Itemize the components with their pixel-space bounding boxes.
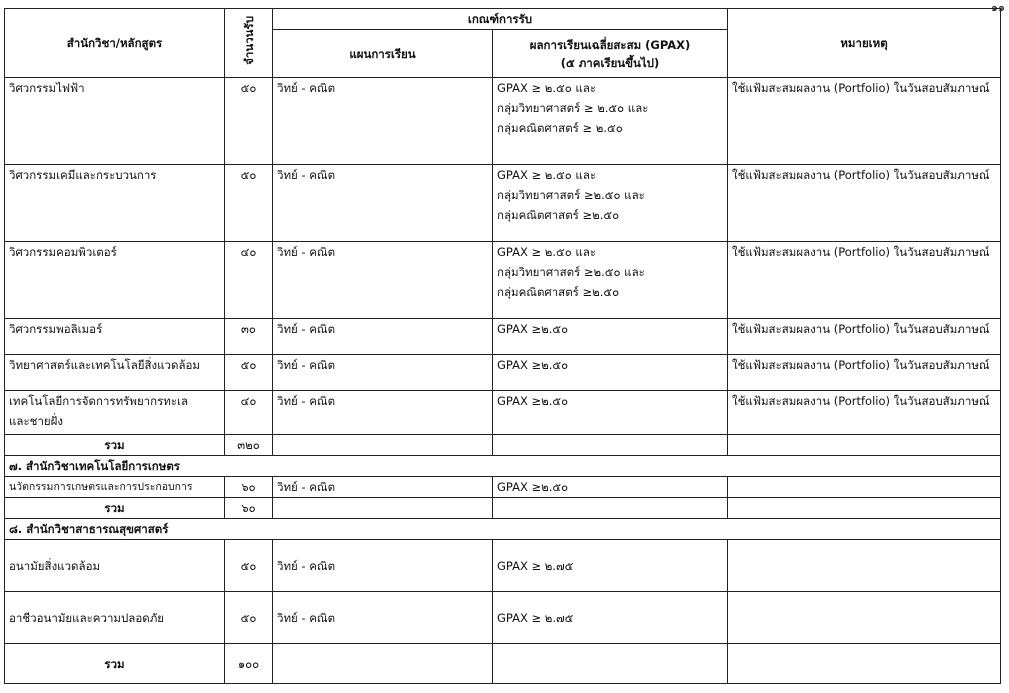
seats-cell: ๓๐	[225, 319, 273, 355]
admission-table	[4, 8, 1001, 684]
gpax-cell: GPAX ≥ ๒.๗๕	[493, 592, 728, 644]
table-row	[5, 242, 1001, 319]
empty-cell	[493, 644, 728, 684]
table-row	[5, 355, 1001, 391]
total-row	[5, 644, 1001, 684]
gpax-cell: GPAX ≥๒.๕๐	[493, 477, 728, 498]
total-label: รวม	[5, 498, 225, 519]
note-cell: ใช้แฟ้มสะสมผลงาน (Portfolio) ในวันสอบสัมภาษณ์	[728, 319, 1001, 355]
gpax-line: กลุ่มคณิตศาสตร์ ≥๒.๕๐	[497, 285, 620, 299]
program-cell: วิทยาศาสตร์และเทคโนโลยีสิ่งแวดล้อม	[5, 355, 225, 391]
total-row	[5, 498, 1001, 519]
gpax-line: GPAX ≥ ๒.๕๐ และ	[497, 81, 597, 95]
header-gpax-line2: (๕ ภาคเรียนขึ้นไป)	[560, 55, 660, 70]
seats-cell: ๕๐	[225, 165, 273, 242]
total-label: รวม	[5, 435, 225, 456]
plan-cell: วิทย์ - คณิต	[273, 592, 493, 644]
gpax-line: GPAX ≥ ๒.๕๐ และ	[497, 168, 597, 182]
note-cell	[728, 540, 1001, 592]
table-row	[5, 391, 1001, 435]
plan-cell: วิทย์ - คณิต	[273, 355, 493, 391]
seats-cell: ๕๐	[225, 78, 273, 165]
gpax-line: กลุ่มคณิตศาสตร์ ≥ ๒.๕๐	[497, 121, 623, 135]
empty-cell	[273, 435, 493, 456]
gpax-line: กลุ่มวิทยาศาสตร์ ≥๒.๕๐ และ	[497, 188, 645, 202]
total-seats: ๓๒๐	[225, 435, 273, 456]
gpax-line: GPAX ≥ ๒.๕๐ และ	[497, 245, 597, 259]
seats-cell: ๔๐	[225, 391, 273, 435]
header-seats	[225, 9, 273, 78]
table-row	[5, 78, 1001, 165]
program-cell: วิศวกรรมคอมพิวเตอร์	[5, 242, 225, 319]
empty-cell	[728, 644, 1001, 684]
seats-cell: ๕๐	[225, 355, 273, 391]
gpax-cell	[493, 165, 728, 242]
gpax-cell: GPAX ≥ ๒.๗๕	[493, 540, 728, 592]
table-row	[5, 540, 1001, 592]
program-cell: วิศวกรรมพอลิเมอร์	[5, 319, 225, 355]
table-row	[5, 592, 1001, 644]
note-cell	[728, 592, 1001, 644]
program-cell: นวัตกรรมการเกษตรและการประกอบการ	[5, 477, 225, 498]
empty-cell	[273, 498, 493, 519]
seats-cell: ๕๐	[225, 592, 273, 644]
program-cell: วิศวกรรมไฟฟ้า	[5, 78, 225, 165]
table-row	[5, 165, 1001, 242]
section-row	[5, 456, 1001, 477]
header-gpax-line1: ผลการเรียนเฉลี่ยสะสม (GPAX)	[529, 37, 691, 52]
note-cell: ใช้แฟ้มสะสมผลงาน (Portfolio) ในวันสอบสัมภาษณ์	[728, 165, 1001, 242]
plan-cell: วิทย์ - คณิต	[273, 165, 493, 242]
header-note: หมายเหตุ	[728, 9, 1001, 78]
program-cell	[5, 391, 225, 435]
empty-cell	[493, 435, 728, 456]
note-cell	[728, 477, 1001, 498]
gpax-line: กลุ่มคณิตศาสตร์ ≥๒.๕๐	[497, 208, 620, 222]
header-plan: แผนการเรียน	[273, 30, 493, 78]
plan-cell: วิทย์ - คณิต	[273, 477, 493, 498]
section-title: ๗. สำนักวิชาเทคโนโลยีการเกษตร	[5, 456, 1001, 477]
total-label: รวม	[5, 644, 225, 684]
header-program: สำนักวิชา/หลักสูตร	[5, 9, 225, 78]
gpax-cell	[493, 242, 728, 319]
program-line: เทคโนโลยีการจัดการทรัพยากรทะเล	[9, 394, 189, 408]
page-number: ๑๑	[991, 1, 1005, 14]
gpax-cell: GPAX ≥๒.๕๐	[493, 319, 728, 355]
header-seats-label: จำนวนรับ	[241, 15, 256, 65]
program-cell: วิศวกรรมเคมีและกระบวนการ	[5, 165, 225, 242]
plan-cell: วิทย์ - คณิต	[273, 319, 493, 355]
note-cell: ใช้แฟ้มสะสมผลงาน (Portfolio) ในวันสอบสัมภาษณ์	[728, 391, 1001, 435]
header-gpax	[493, 30, 728, 78]
gpax-cell: GPAX ≥๒.๕๐	[493, 355, 728, 391]
program-line: และชายฝั่ง	[9, 414, 63, 428]
header-criteria: เกณฑ์การรับ	[273, 9, 728, 30]
table-row	[5, 319, 1001, 355]
program-cell: อาชีวอนามัยและความปลอดภัย	[5, 592, 225, 644]
gpax-line: กลุ่มวิทยาศาสตร์ ≥ ๒.๕๐ และ	[497, 101, 649, 115]
section-title: ๘. สำนักวิชาสาธารณสุขศาสตร์	[5, 519, 1001, 540]
empty-cell	[728, 435, 1001, 456]
seats-cell: ๔๐	[225, 242, 273, 319]
header-row	[5, 9, 1001, 30]
empty-cell	[493, 498, 728, 519]
total-seats: ๑๐๐	[225, 644, 273, 684]
empty-cell	[728, 498, 1001, 519]
gpax-line: กลุ่มวิทยาศาสตร์ ≥๒.๕๐ และ	[497, 265, 645, 279]
table-row	[5, 477, 1001, 498]
total-seats: ๖๐	[225, 498, 273, 519]
empty-cell	[273, 644, 493, 684]
gpax-cell	[493, 78, 728, 165]
gpax-cell: GPAX ≥๒.๕๐	[493, 391, 728, 435]
program-cell: อนามัยสิ่งแวดล้อม	[5, 540, 225, 592]
seats-cell: ๖๐	[225, 477, 273, 498]
plan-cell: วิทย์ - คณิต	[273, 540, 493, 592]
note-cell: ใช้แฟ้มสะสมผลงาน (Portfolio) ในวันสอบสัมภาษณ์	[728, 355, 1001, 391]
plan-cell: วิทย์ - คณิต	[273, 78, 493, 165]
section-row	[5, 519, 1001, 540]
note-cell: ใช้แฟ้มสะสมผลงาน (Portfolio) ในวันสอบสัมภาษณ์	[728, 78, 1001, 165]
plan-cell: วิทย์ - คณิต	[273, 391, 493, 435]
seats-cell: ๕๐	[225, 540, 273, 592]
total-row	[5, 435, 1001, 456]
plan-cell: วิทย์ - คณิต	[273, 242, 493, 319]
note-cell: ใช้แฟ้มสะสมผลงาน (Portfolio) ในวันสอบสัมภาษณ์	[728, 242, 1001, 319]
